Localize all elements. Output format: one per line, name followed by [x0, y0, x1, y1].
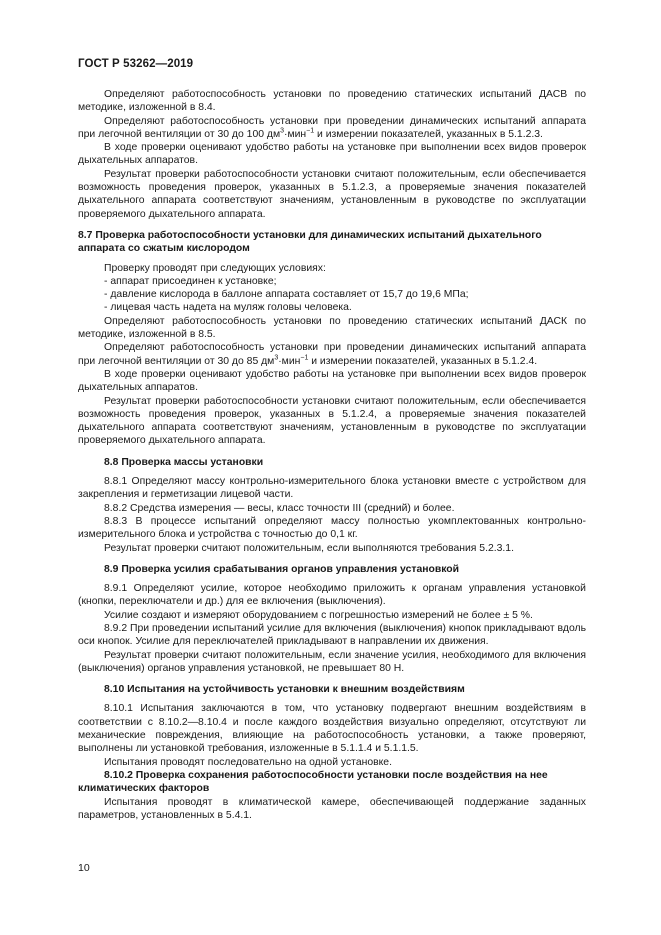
section-heading-8-10: 8.10 Испытания на устойчивость установки к внешним воздействиям	[104, 684, 465, 696]
paragraph: Определяют работоспособность установки при проведении динамических испытаний аппарата при легочной вентиляции от 30 до 85 $дм^3\cdot мин^{-1}$ и измерении показателей, указанных в 5.1.2.4.	[78, 342, 586, 367]
paragraph: 8.10.1 Испытания заключаются в том, что установку подвергают внешним воздействиям в соответствии с 8.10.2—8.10.4 и после каждого воздействия визуально определяют, отсутствуют ли механические повреждения, влияющие на работоспособность установки, а также проверяют, выполнены ли установкой требования, изложенные в 5.1.1.4 и 5.1.1.5.	[78, 703, 586, 755]
paragraph: 8.8.3 В процессе испытаний определяют массу полностью укомплектованных контрольно-измерительного блока и устройства с точностью до 0,1 кг.	[78, 515, 586, 541]
paragraph: Проверку проводят при следующих условиях:	[104, 262, 326, 274]
paragraph: 8.9.2 При проведении испытаний усилие для включения (выключения) кнопок прикладывают вдоль оси кнопок. Усилие для переключателей прикладывают в направлении их движения.	[78, 622, 586, 648]
paragraph: Определяют работоспособность установки по проведению статических испытаний ДАСВ по методике, изложенной в 8.4.	[78, 89, 586, 114]
paragraph: Результат проверки работоспособности установки считают положительным, если обеспечивается возможность проведения проверок, указанных в 5.1.2.3, а проверяемые значения показателей дыхательного аппарата соответствуют значениям, установленным в руководстве по эксплуатации проверяемого дыхательного аппарата.	[78, 168, 586, 220]
paragraph: Результат проверки считают положительным, если значение усилия, необходимого для включения (выключения) органов управления установкой, не превышает 80 Н.	[78, 649, 586, 674]
paragraph: Определяют работоспособность установки по проведению статических испытаний ДАСК по методике, изложенной в 8.5.	[78, 315, 586, 341]
paragraph: Результат проверки считают положительным, если выполняются требования 5.2.3.1.	[104, 542, 514, 554]
paragraph: Определяют работоспособность установки при проведении динамических испытаний аппарата при легочной вентиляции от 30 до 100 $дм^3\cdot мин^{-1}$ и измерении показателей, указанных в 5.1.2.3.	[78, 115, 586, 140]
list-item: - лицевая часть надета на муляж головы человека.	[104, 302, 352, 314]
section-heading-8-9: 8.9 Проверка усилия срабатывания органов управления установкой	[104, 563, 460, 575]
list-item: - давление кислорода в баллоне аппарата составляет от 15,7 до 19,6 МПа;	[104, 289, 469, 301]
paragraph: В ходе проверки оценивают удобство работы на установке при выполнении всех видов проверок дыхательных аппаратов.	[78, 142, 586, 167]
page-body	[78, 88, 586, 822]
subsection-heading-8-10-2: 8.10.2 Проверка сохранения работоспособности установки после воздействия на нее климатических факторов	[78, 769, 548, 795]
list-item: - аппарат присоединен к установке;	[104, 275, 277, 287]
paragraph: 8.8.1 Определяют массу контрольно-измерительного блока установки вместе с устройством для закрепления и герметизации лицевой части.	[78, 476, 586, 501]
section-heading-8-7: 8.7 Проверка работоспособности установки для динамических испытаний дыхательного аппарата со сжатым кислородом	[78, 229, 542, 255]
page-number: 10	[78, 862, 90, 874]
document-header: ГОСТ Р 53262—2019	[78, 58, 194, 70]
paragraph: В ходе проверки оценивают удобство работы на установке при выполнении всех видов проверок дыхательных аппаратов.	[78, 368, 586, 394]
paragraph: Испытания проводят последовательно на одной установке.	[104, 756, 392, 768]
paragraph: Результат проверки работоспособности установки считают положительным, если обеспечивается возможность проведения проверок, указанных в 5.1.2.4, а проверяемые значения показателей дыхательного аппарата соответствуют значениям, установленным в руководстве по эксплуатации проверяемого дыхательного аппарата.	[78, 395, 586, 447]
paragraph: 8.8.2 Средства измерения — весы, класс точности III (средний) и более.	[104, 502, 455, 514]
section-heading-8-8: 8.8 Проверка массы установки	[104, 456, 264, 468]
paragraph: Испытания проводят в климатической камере, обеспечивающей поддержание заданных параметров, установленных в 5.4.1.	[78, 796, 586, 821]
paragraph: Усилие создают и измеряют оборудованием с погрешностью измерений не более ± 5 %.	[104, 609, 533, 621]
paragraph: 8.9.1 Определяют усилие, которое необходимо приложить к органам управления установкой (кнопки, переключатели и др.) для ее включения (выключения).	[78, 583, 586, 608]
